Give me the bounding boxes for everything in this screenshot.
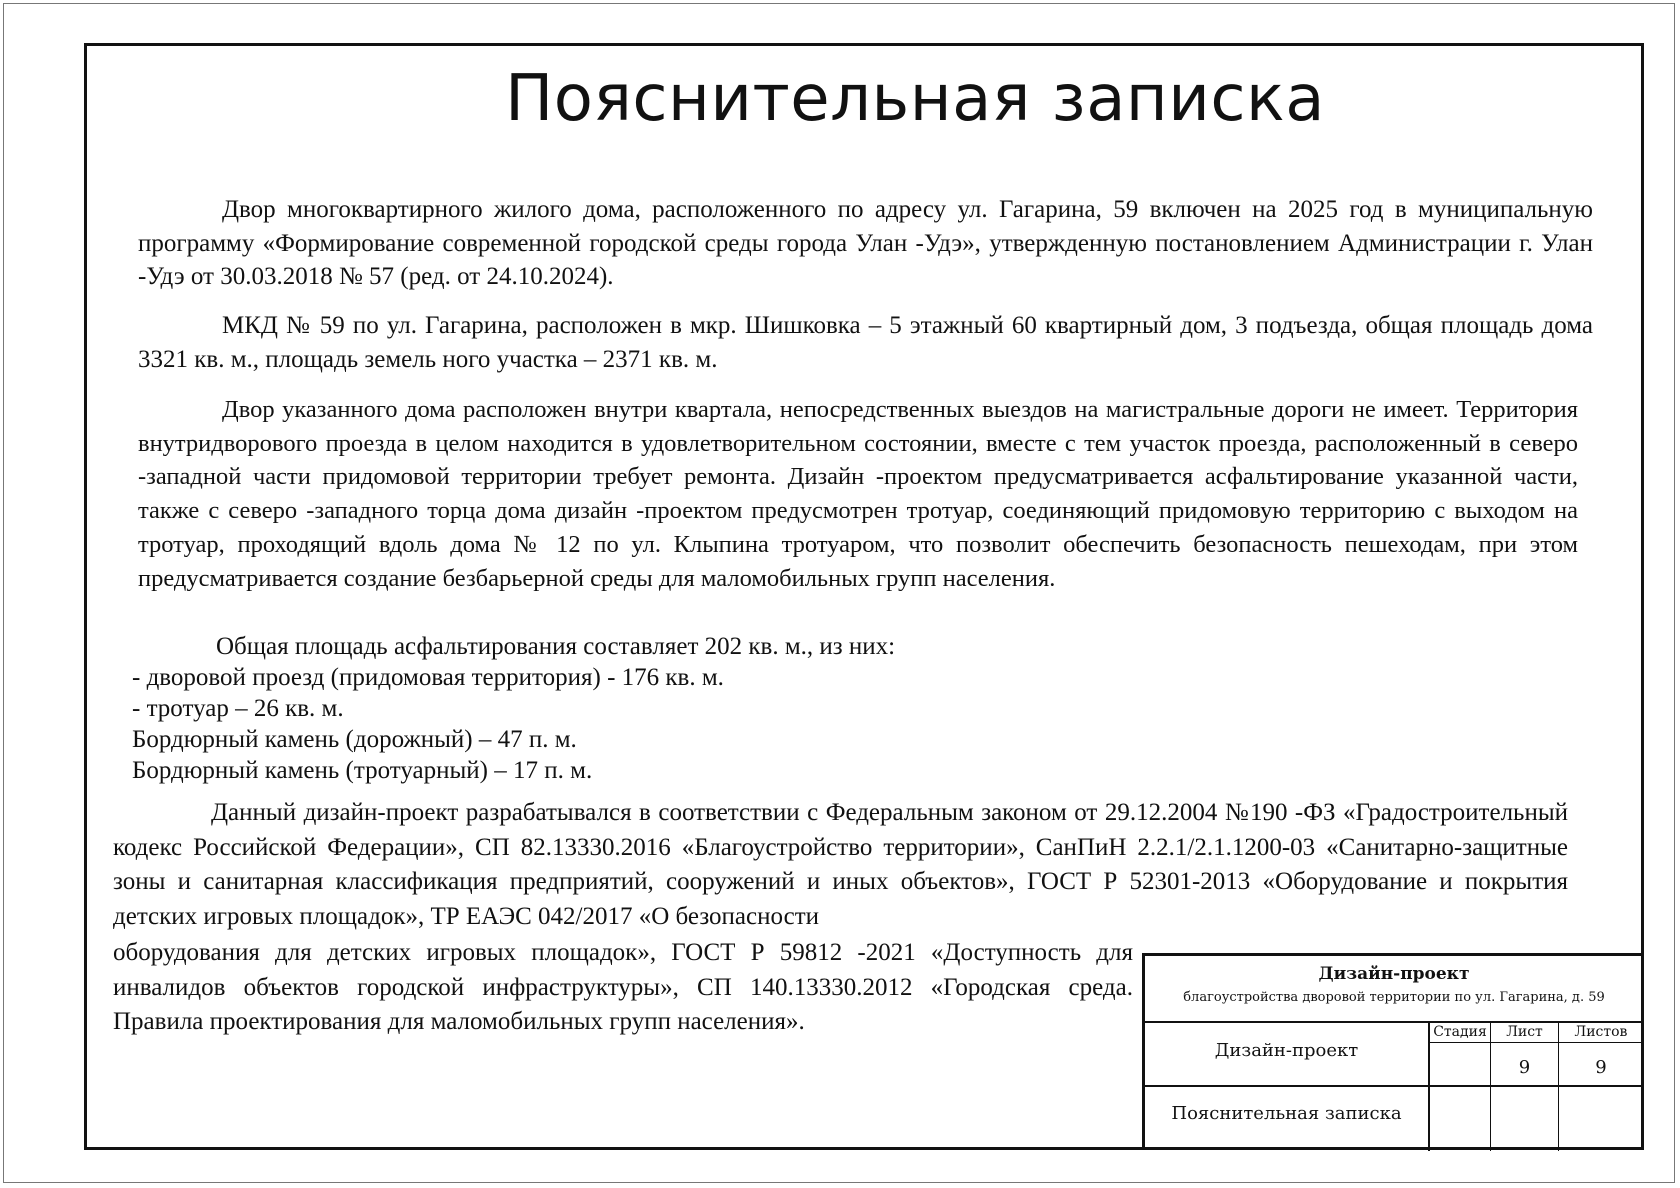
sheet-value: 9 <box>1518 1057 1531 1078</box>
title-block-project: Дизайн-проект <box>1318 964 1470 984</box>
area-driveway: - дворовой проезд (придомовая территория) - 176 кв. м. <box>132 664 724 691</box>
title-block-divider <box>1145 1085 1643 1087</box>
paragraph-program: Двор многоквартирного жилого дома, расположенного по адресу ул. Гагарина, 59 включен на 2025 год в муниципальную программу «Формирование современной городской среды города Улан -Удэ», утвержденную постановлением Администрации г. Улан -Удэ от 30.03.2018 № 57 (ред. от 24.10.2024). <box>138 196 1593 290</box>
area-total: Общая площадь асфальтирования составляет 202 кв. м., из них: <box>216 633 896 660</box>
paragraph-building: МКД № 59 по ул. Гагарина, расположен в мкр. Шишковка – 5 этажный 60 квартирный дом, 3 подъезда, общая площадь дома 3321 кв. м., площадь земель ного участка – 2371 кв. м. <box>138 312 1593 373</box>
area-sidewalk: - тротуар – 26 кв. м. <box>132 695 344 722</box>
curb-sidewalk: Бордюрный камень (тротуарный) – 17 п. м. <box>132 757 593 784</box>
title-block-divider <box>1145 1021 1643 1023</box>
sheets-value: 9 <box>1595 1057 1607 1078</box>
curb-road: Бордюрный камень (дорожный) – 47 п. м. <box>132 726 577 753</box>
document-label: Пояснительная записка <box>1171 1103 1402 1124</box>
title-block-divider <box>1428 1021 1430 1151</box>
title-block <box>1142 953 1643 1148</box>
title-block-subtitle: благоустройства дворовой территории по ул. Гагарина, д. 59 <box>1183 990 1605 1005</box>
col-stage-header: Стадия <box>1433 1024 1487 1040</box>
col-sheets-header: Листов <box>1574 1024 1628 1040</box>
area-list <box>132 631 1032 786</box>
paragraph-standards: Данный дизайн-проект разрабатывался в соответствии с Федеральным законом от 29.12.2004 №190 -ФЗ «Градостроительный кодекс Российской Федерации», СП 82.13330.2016 «Благоустройство территории», СанПиН 2.2.1/2.1.1200-03 «Санитарно-защитные зоны и санитарная классификация предприятий, сооружений и иных объектов», ГОСТ Р 52301-2013 «Оборудование и покрытия детских игровых площадок», ТР ЕАЭС 042/2017 «О безопасности <box>113 799 1568 930</box>
stage-label: Дизайн-проект <box>1214 1040 1359 1061</box>
paragraph-yard: Двор указанного дома расположен внутри квартала, непосредственных выездов на магистральные дороги не имеет. Территория внутридворового проезда в целом находится в удовлетворительном состоянии, вместе с тем участок проезда, расположенный в северо -западной части придомовой территории требует ремонта. Дизайн -проектом предусматривается асфальтирование указанной части, также с северо -западного торца дома дизайн -проектом предусмотрен тротуар, соединяющий придомовую территорию с выходом на тротуар, проходящий вдоль дома № 12 по ул. Клыпина тротуаром, что позволит обеспечить безопасность пешеходам, при этом предусматривается создание безбарьерной среды для маломобильных групп населения. <box>138 396 1578 592</box>
title-block-divider <box>1428 1042 1643 1043</box>
paragraph-standards-cont: оборудования для детских игровых площадок», ГОСТ Р 59812 -2021 «Доступность для инвалидов объектов городской инфраструктуры», СП 140.13330.2012 «Городская среда. Правила проектирования для маломобильных групп населения». <box>113 939 1133 1035</box>
title-block-divider <box>1490 1021 1491 1151</box>
title-block-divider <box>1558 1021 1559 1151</box>
col-sheet-header: Лист <box>1506 1024 1543 1040</box>
page-title: Пояснительная записка <box>505 62 1325 136</box>
